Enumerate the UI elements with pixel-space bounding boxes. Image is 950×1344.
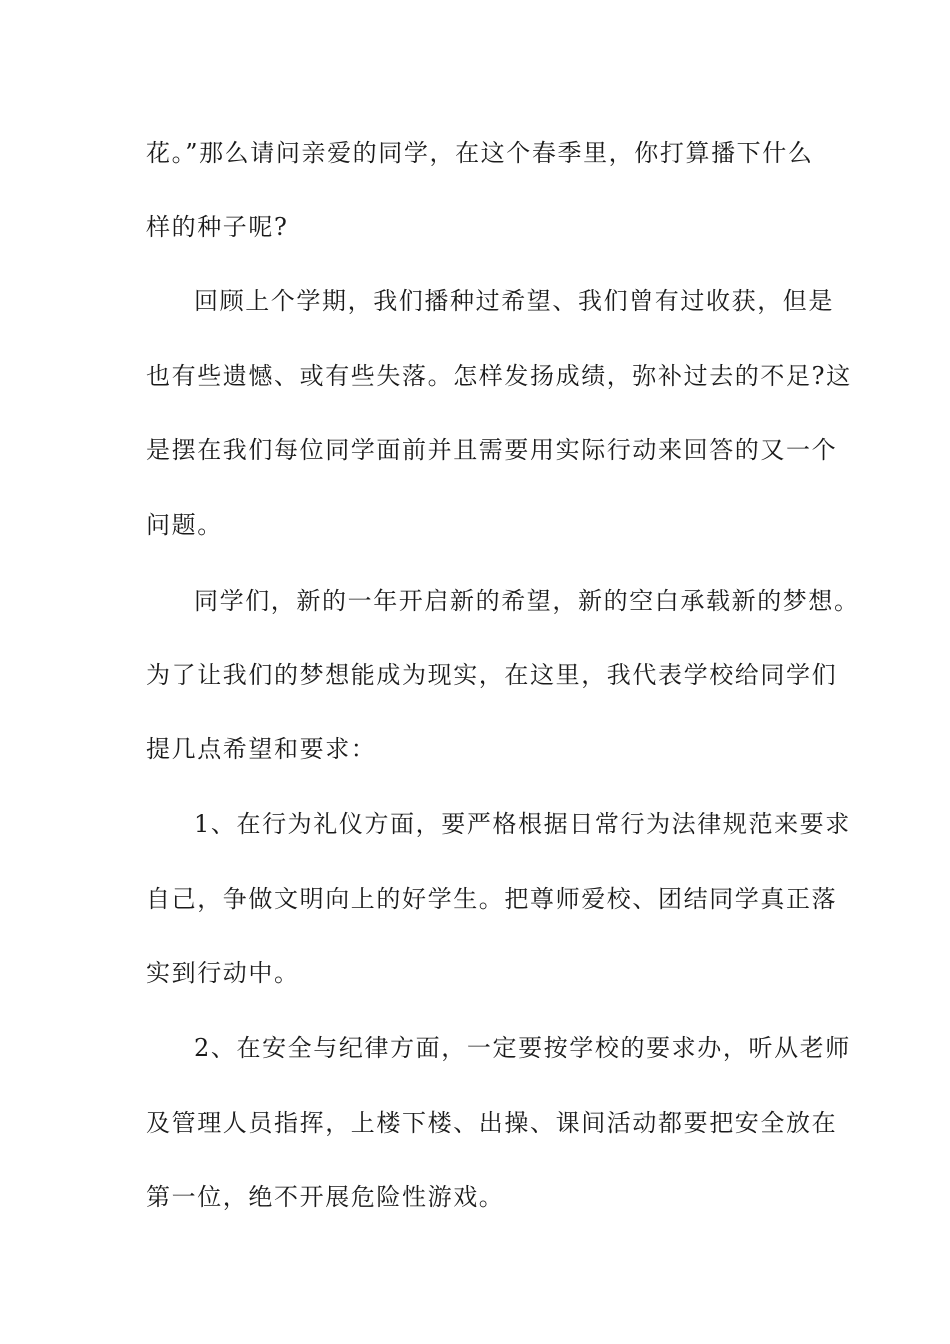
text-line: 花。”那么请问亲爱的同学，在这个春季里，你打算播下什么 [146, 139, 814, 167]
text-line: 提几点希望和要求： [146, 735, 377, 763]
text-line: 第一位，绝不开展危险性游戏。 [146, 1183, 505, 1211]
list-item-1-line: 1、在行为礼仪方面，要严格根据日常行为法律规范来要求 [194, 810, 851, 838]
text-line: 也有些遗憾、或有些失落。怎样发扬成绩，弥补过去的不足?这 [146, 362, 852, 390]
text-line: 是摆在我们每位同学面前并且需要用实际行动来回答的又一个 [146, 436, 838, 464]
text-line: 为了让我们的梦想能成为现实，在这里，我代表学校给同学们 [146, 661, 838, 689]
text-line: 实到行动中。 [146, 959, 300, 987]
text-line: 自己，争做文明向上的好学生。把尊师爱校、团结同学真正落 [146, 885, 838, 913]
text-line: 样的种子呢? [146, 213, 289, 241]
list-item-2-line: 2、在安全与纪律方面，一定要按学校的要求办，听从老师 [194, 1034, 851, 1062]
paragraph-start-line: 同学们，新的一年开启新的希望，新的空白承载新的梦想。 [194, 587, 860, 615]
text-line: 及管理人员指挥，上楼下楼、出操、课间活动都要把安全放在 [146, 1109, 838, 1137]
paragraph-start-line: 回顾上个学期，我们播种过希望、我们曾有过收获，但是 [194, 287, 834, 315]
text-line: 问题。 [146, 511, 223, 539]
